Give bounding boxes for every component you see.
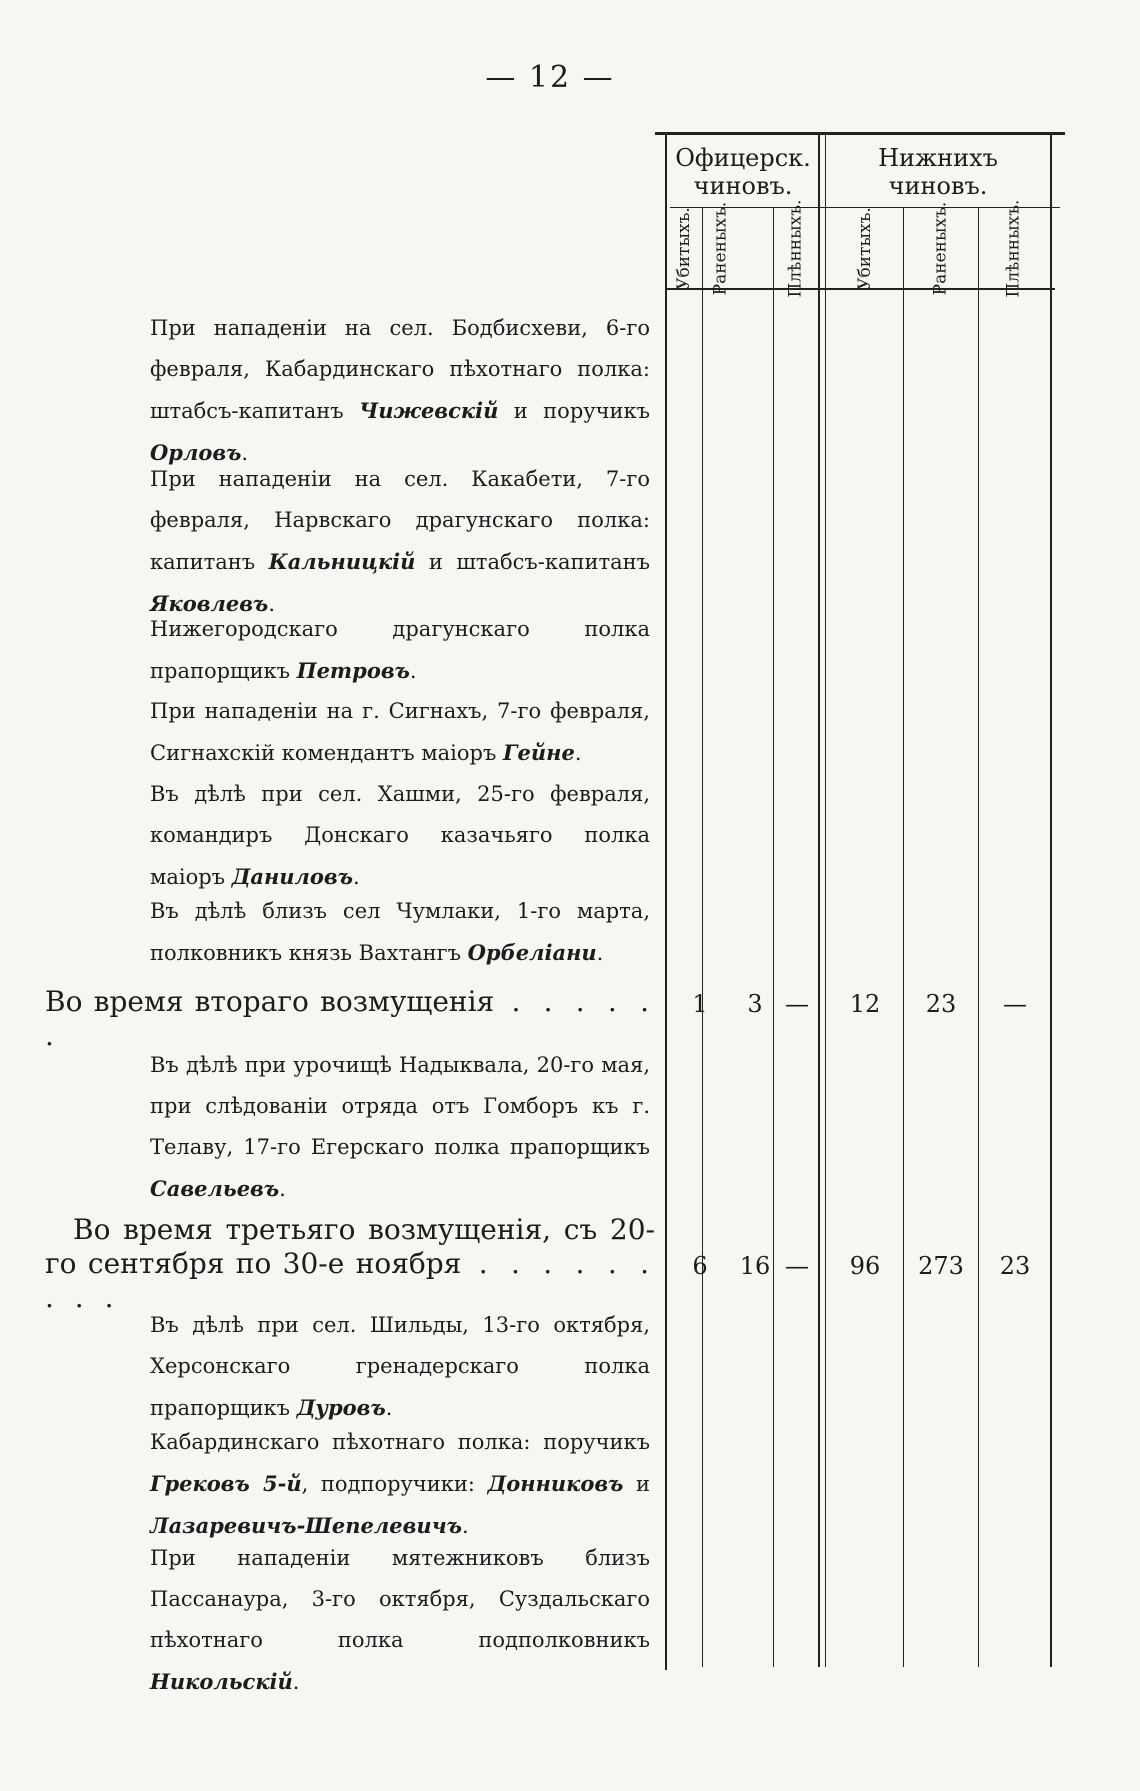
s1-lower-captured: —	[1003, 990, 1027, 1018]
entry-kabardin: Кабардинскаго пѣхотнаго полка: поручикъ Грековъ 5-й, подпоручики: Донниковъ и Лазаревичъ-Шепелевичъ.	[150, 1430, 650, 1538]
col-divider-4	[903, 207, 904, 1667]
group-lower-ranks: Нижнихъ чиновъ.	[878, 144, 998, 200]
table-top-rule	[655, 132, 1065, 135]
s2-lower-killed: 96	[849, 1252, 881, 1280]
officer-name: Даниловъ	[231, 864, 353, 889]
col-officers-captured: Плѣнныхъ.	[785, 199, 806, 297]
officer-name: Орбеліани	[467, 940, 597, 965]
entry-passanaur: При нападеніи мятежниковъ близъ Пассанаура, 3-го октября, Суздальскаго пѣхотнаго полка подполковникъ Никольскій.	[150, 1546, 650, 1694]
officer-name: Орловъ	[150, 440, 242, 465]
entry-signakh: При нападеніи на г. Сигнахъ, 7-го февраля, Сигнахскій комендантъ маіоръ Гейне.	[150, 699, 650, 765]
s1-lower-wounded: 23	[925, 990, 957, 1018]
officer-name: Петровъ	[296, 658, 410, 683]
col-divider-1	[702, 207, 703, 1667]
officer-name: Никольскій	[150, 1669, 293, 1694]
col-lower-killed: Убитыхъ.	[854, 206, 875, 290]
s2-officers-wounded: 16	[739, 1252, 771, 1280]
entry-kakabeti: При нападеніи на сел. Какабети, 7-го февраля, Нарвскаго драгунскаго полка: капитанъ Кальницкій и штабсъ-капитанъ Яковлевъ.	[150, 467, 650, 616]
entry-nizhegorod: Нижегородскаго драгунскаго полка прапорщикъ Петровъ.	[150, 617, 650, 683]
s1-officers-killed: 1	[692, 990, 708, 1018]
officer-name: Донниковъ	[487, 1471, 624, 1496]
col-lower-wounded: Раненыхъ.	[930, 201, 951, 295]
col-divider-5	[978, 207, 979, 1667]
officer-name: Дуровъ	[296, 1395, 386, 1420]
group-officers: Офицерск. чиновъ.	[675, 144, 811, 200]
officer-name: Лазаревичъ-Шепелевичъ	[150, 1513, 462, 1538]
col-officers-wounded: Раненыхъ.	[710, 201, 731, 295]
col-officers-killed: Убитыхъ.	[674, 206, 694, 290]
col-divider-2	[773, 207, 774, 1667]
entry-chumlaki: Въ дѣлѣ близъ сел Чумлаки, 1-го марта, полковникъ князь Вахтангъ Орбеліани.	[150, 899, 650, 965]
summary-second-uprising: Во время втораго возмущенія . . . . . .	[45, 985, 655, 1052]
group-divider-2	[825, 135, 826, 1667]
col-lower-captured: Плѣнныхъ.	[1003, 199, 1024, 297]
s1-officers-captured: —	[785, 990, 809, 1018]
entry-bodbiskhevi: При нападеніи на сел. Бодбисхеви, 6-го февраля, Кабардинскаго пѣхотнаго полка: штабсъ-капитанъ Чижевскій и поручикъ Орловъ.	[150, 316, 650, 465]
entry-nadykvala: Въ дѣлѣ при урочищѣ Надыквала, 20-го мая, при слѣдованіи отряда отъ Гомборъ къ г. Телаву, 17-го Егерскаго полка прапорщикъ Савельевъ.	[150, 1053, 650, 1201]
s2-lower-captured: 23	[999, 1252, 1031, 1280]
officer-name: Грековъ 5-й	[150, 1471, 302, 1496]
summary-third-uprising: Во время третьяго возмущенія, съ 20-го сентября по 30-е ноября . . . . . . . . .	[45, 1213, 656, 1314]
officer-name: Гейне	[503, 740, 575, 765]
table-right-border	[1050, 135, 1052, 1667]
entry-khashmi: Въ дѣлѣ при сел. Хашми, 25-го февраля, командиръ Донскаго казачьяго полка маіоръ Даниловъ.	[150, 782, 650, 889]
s2-officers-captured: —	[785, 1252, 809, 1280]
table-left-border	[665, 135, 667, 1670]
s2-lower-wounded: 273	[918, 1252, 964, 1280]
officer-name: Чижевскій	[359, 398, 499, 423]
officer-name: Кальницкій	[268, 549, 416, 574]
entry-shildy: Въ дѣлѣ при сел. Шильды, 13-го октября, Херсонскаго гренадерскаго полка прапорщикъ Дуровъ.	[150, 1313, 650, 1420]
s1-officers-wounded: 3	[747, 990, 763, 1018]
officer-name: Савельевъ	[150, 1176, 280, 1201]
s2-officers-killed: 6	[692, 1252, 708, 1280]
officer-name: Яковлевъ	[150, 591, 269, 616]
group-divider	[818, 135, 820, 1667]
s1-lower-killed: 12	[849, 990, 881, 1018]
page-number: — 12 —	[485, 60, 615, 95]
